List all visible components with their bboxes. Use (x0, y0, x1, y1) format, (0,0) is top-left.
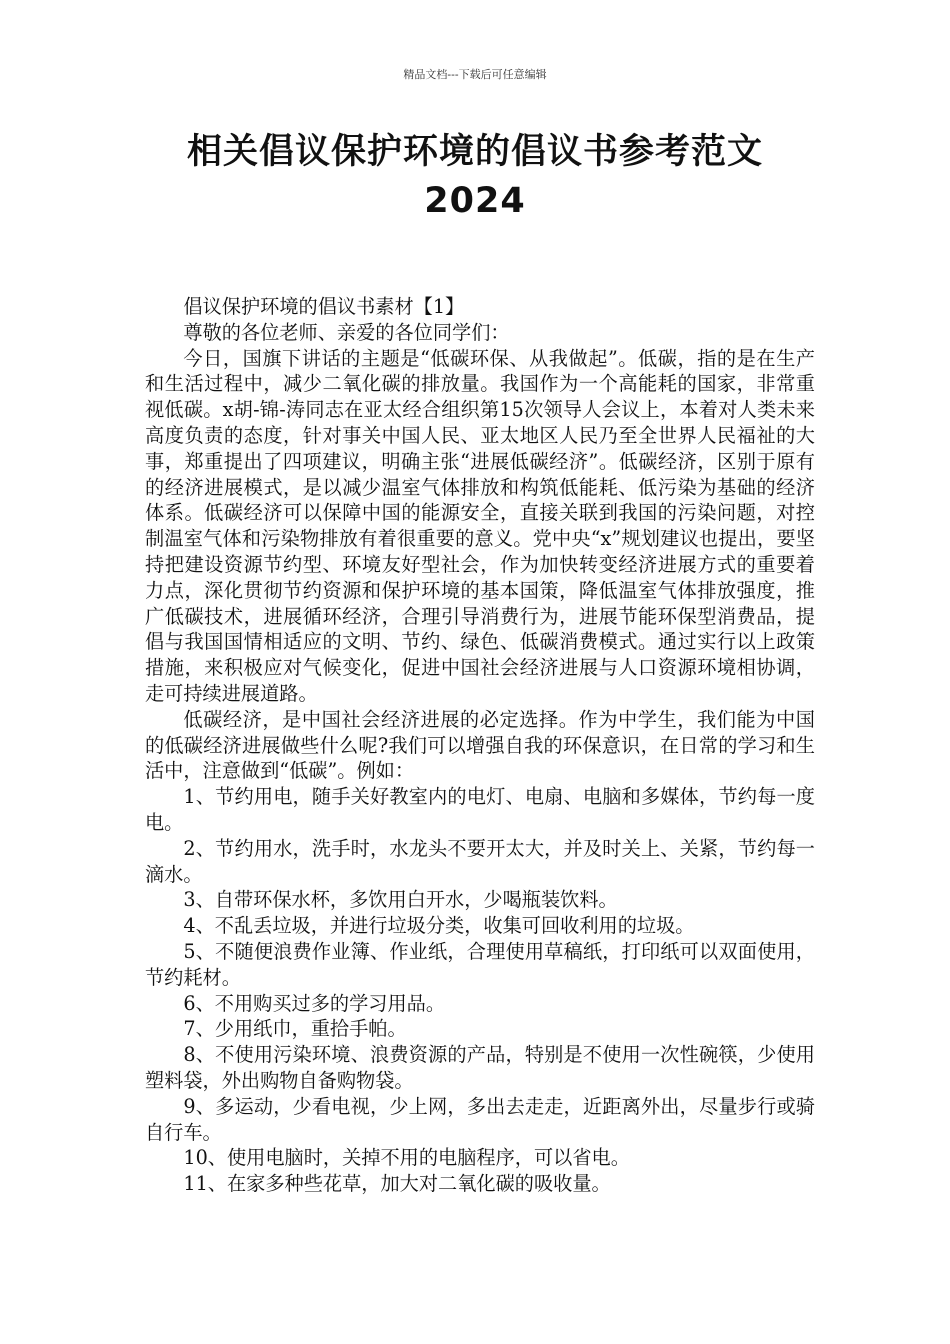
document-title-line-2: 2024 (424, 181, 526, 221)
list-item: 9、多运动，少看电视，少上网，多出去走走，近距离外出，尽量步行或骑自行车。 (145, 1094, 815, 1144)
list-item: 1、节约用电，随手关好教室内的电灯、电扇、电脑和多媒体，节约每一度电。 (145, 785, 815, 834)
body-paragraph: 低碳经济，是中国社会经济进展的必定选择。作为中学生，我们能为中国的低碳经济进展做些什么呢?我们可以增强自我的环保意识，在日常的学习和生活中，注意做到“低碳”。例如： (145, 707, 815, 783)
list-item: 8、不使用污染环境、浪费资源的产品，特别是不使用一次性碗筷，少使用塑料袋，外出购物自备购物袋。 (145, 1043, 815, 1092)
list-item: 10、使用电脑时，关掉不用的电脑程序，可以省电。 (183, 1146, 630, 1170)
list-item: 6、不用购买过多的学习用品。 (183, 991, 446, 1015)
document-title-line-1: 相关倡议保护环境的倡议书参考范文 (186, 132, 763, 172)
page-header-note: 精品文档---下载后可任意编辑 (403, 68, 547, 81)
list-item: 2、节约用水，洗手时，水龙头不要开太大，并及时关上、关紧，节约每一滴水。 (145, 836, 815, 886)
salutation: 尊敬的各位老师、亲爱的各位同学们： (183, 320, 510, 344)
list-item: 7、少用纸巾，重拾手帕。 (183, 1017, 407, 1041)
body-paragraph: 今日，国旗下讲话的主题是“低碳环保、从我做起”。低碳，指的是在生产和生活过程中，减少二氧化碳的排放量。我国作为一个高能耗的国家，非常重视低碳。x胡-锦-涛同志在亚太经合组织第15次领导人会议上，本着对人类未来高度负责的态度，针对事关中国人民、亚太地区人民乃至全世界人民福祉的大事，郑重提出了四项建议，明确主张“进展低碳经济”。低碳经济，区别于原有的经济进展模式，是以减少温室气体排放和构筑低能耗、低污染为基础的经济体系。低碳经济可以保障中国的能源安全，直接关联到我国的污染问题，对控制温室气体和污染物排放有着很重要的意义。党中央“x”规划建议也提出，要坚持把建设资源节约型、环境友好型社会，作为加快转变经济进展方式的重要着力点，深化贯彻节约资源和保护环境的基本国策，降低温室气体排放强度，推广低碳技术，进展循环经济，合理引导消费行为，进展节能环保型消费品，提倡与我国国情相适应的文明、节约、绿色、低碳消费模式。通过实行以上政策措施，来积极应对气候变化，促进中国社会经济进展与人口资源环境相协调，走可持续进展道路。 (145, 346, 815, 705)
document-body (145, 294, 815, 1197)
list-item: 4、不乱丢垃圾，并进行垃圾分类，收集可回收利用的垃圾。 (183, 914, 695, 938)
list-item: 11、在家多种些花草，加大对二氧化碳的吸收量。 (183, 1172, 611, 1196)
list-item: 3、自带环保水杯，多饮用白开水，少喝瓶装饮料。 (183, 888, 618, 912)
section-heading: 倡议保护环境的倡议书素材【1】 (183, 295, 465, 318)
document-title (100, 128, 850, 226)
list-item: 5、不随便浪费作业簿、作业纸，合理使用草稿纸，打印纸可以双面使用，节约耗材。 (145, 939, 815, 989)
